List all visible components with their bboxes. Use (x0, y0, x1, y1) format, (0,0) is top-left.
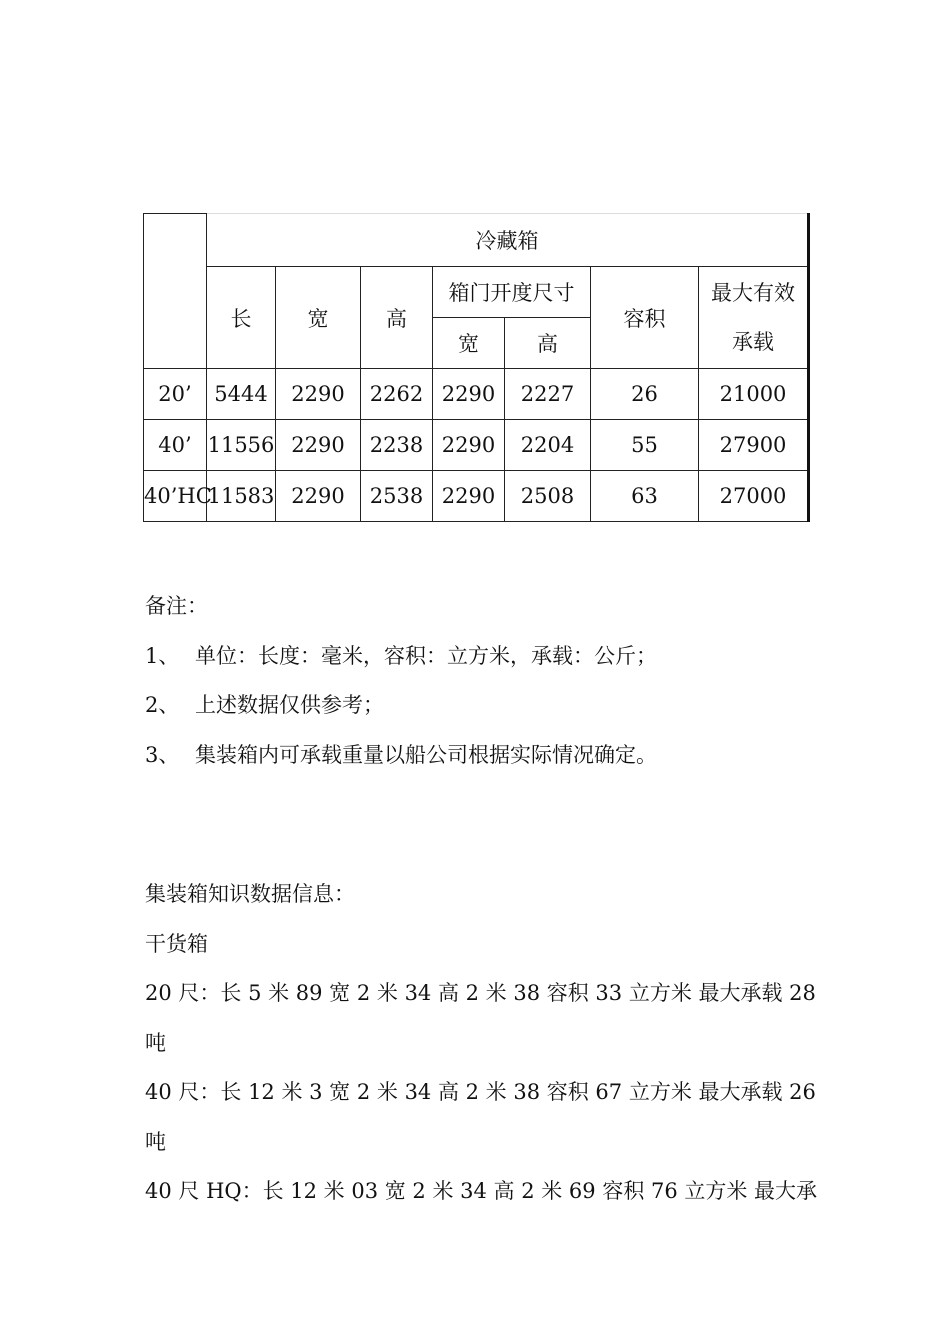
header-max-load-line1: 最大有效 (711, 280, 796, 305)
cell-door-height: 2227 (505, 369, 591, 420)
table-row (144, 471, 809, 522)
cell-width: 2290 (276, 471, 361, 522)
cell-height: 2238 (361, 420, 433, 471)
note-text: 集装箱内可承载重量以船公司根据实际情况确定。 (195, 742, 657, 767)
header-height: 高 (361, 267, 433, 369)
reefer-spec-table (143, 213, 810, 522)
cell-type: 40’HC (144, 471, 207, 522)
header-door-size: 箱门开度尺寸 (433, 267, 591, 318)
note-number: 3、 (145, 742, 180, 767)
header-door-width: 宽 (433, 318, 505, 369)
table-row (144, 420, 809, 471)
cell-door-width: 2290 (433, 369, 505, 420)
info-heading: 集装箱知识数据信息： (145, 882, 355, 906)
note-text: 单位：长度：毫米，容积：立方米，承载：公斤； (195, 643, 657, 668)
cell-door-width: 2290 (433, 420, 505, 471)
cell-length: 5444 (207, 369, 276, 420)
cell-max-load: 27000 (699, 471, 809, 522)
cell-door-width: 2290 (433, 471, 505, 522)
info-line: 40 尺：长 12 米 3 宽 2 米 34 高 2 米 38 容积 67 立方米 最大承载 26 (145, 1080, 816, 1104)
table-title: 冷藏箱 (207, 214, 809, 267)
cell-width: 2290 (276, 420, 361, 471)
info-line: 吨 (145, 1129, 166, 1154)
cell-type: 20’ (144, 369, 207, 420)
cell-type: 40’ (144, 420, 207, 471)
table-title-row (144, 214, 809, 267)
cell-max-load: 21000 (699, 369, 809, 420)
notes-heading: 备注： (145, 594, 208, 618)
cell-height: 2262 (361, 369, 433, 420)
info-line: 吨 (145, 1030, 166, 1055)
note-number: 2、 (145, 693, 180, 717)
header-row (144, 267, 809, 318)
note-item (145, 632, 825, 682)
cell-volume: 55 (591, 420, 699, 471)
cell-width: 2290 (276, 369, 361, 420)
note-text: 上述数据仅供参考； (195, 693, 384, 717)
cell-max-load: 27900 (699, 420, 809, 471)
container-info-section (145, 870, 818, 1217)
cell-volume: 63 (591, 471, 699, 522)
note-item (145, 681, 825, 731)
cell-height: 2538 (361, 471, 433, 522)
corner-cell (144, 214, 207, 369)
header-door-height: 高 (505, 318, 591, 369)
notes-section (145, 582, 825, 780)
header-volume: 容积 (591, 267, 699, 369)
header-width: 宽 (276, 267, 361, 369)
info-line: 20 尺：长 5 米 89 宽 2 米 34 高 2 米 38 容积 33 立方米 最大承载 28 (145, 981, 816, 1005)
header-max-load (699, 267, 809, 369)
header-max-load-line2: 承载 (732, 329, 775, 354)
cell-door-height: 2508 (505, 471, 591, 522)
cell-door-height: 2204 (505, 420, 591, 471)
cell-length: 11583 (207, 471, 276, 522)
info-subheading: 干货箱 (145, 931, 208, 956)
note-item (145, 731, 825, 781)
info-line: 40 尺 HQ：长 12 米 03 宽 2 米 34 高 2 米 69 容积 76 立方米 最大承 (145, 1179, 818, 1203)
cell-volume: 26 (591, 369, 699, 420)
table-row (144, 369, 809, 420)
cell-length: 11556 (207, 420, 276, 471)
note-number: 1、 (145, 643, 180, 668)
header-length: 长 (207, 267, 276, 369)
